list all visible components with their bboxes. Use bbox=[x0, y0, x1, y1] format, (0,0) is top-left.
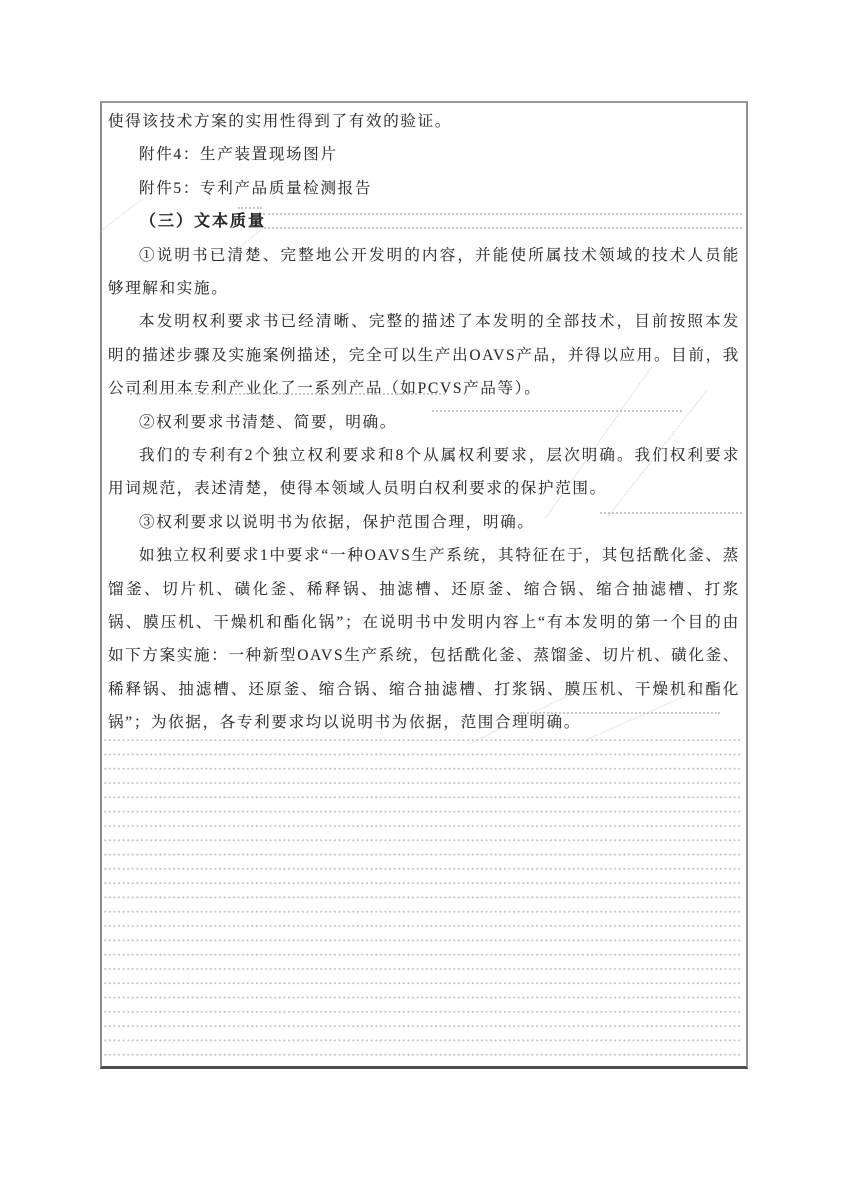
paragraph-independent-claim: 如独立权利要求1中要求“一种OAVS生产系统，其特征在于，其包括酰化釜、蒸馏釜、切片机、磺化釜、稀释锅、抽滤槽、还原釜、缩合锅、缩合抽滤槽、打浆锅、膜压机、干燥机和酯化锅”；在说明书中发明内容上“有本发明的第一个目的由如下方案实施：一种新型OAVS生产系统，包括酰化釜、蒸馏釜、切片机、磺化釜、稀释锅、抽滤槽、还原釜、缩合锅、缩合抽滤槽、打浆锅、膜压机、干燥机和酯化锅”；为依据，各专利要求均以说明书为依据，范围合理明确。 bbox=[108, 547, 740, 732]
dotted-rule bbox=[238, 207, 262, 209]
dotted-rule bbox=[264, 227, 742, 229]
paragraph-claims-structure: 我们的专利有2个独立权利要求和8个从属权利要求，层次明确。我们权利要求用词规范，表述清楚，使得本领域人员明白权利要求的保护范围。 bbox=[108, 447, 740, 498]
dotted-rule bbox=[520, 712, 720, 714]
paragraph-claims-clear: ②权利要求书清楚、简要，明确。 bbox=[139, 413, 398, 431]
ruled-blank-area bbox=[104, 739, 742, 1067]
paragraph-description-quality: ①说明书已清楚、完整地公开发明的内容，并能使所属技术领域的技术人员能够理解和实施。 bbox=[108, 246, 740, 298]
dotted-rule bbox=[263, 213, 742, 215]
dotted-rule bbox=[130, 393, 445, 395]
continuation-paragraph: 使得该技术方案的实用性得到了有效的验证。 bbox=[108, 113, 453, 130]
paragraph-claims-basis: ③权利要求以说明书为依据，保护范围合理，明确。 bbox=[139, 513, 535, 531]
section-heading-row bbox=[108, 205, 740, 238]
section-heading: （三）文本质量 bbox=[140, 213, 267, 231]
attachment-5-line: 附件5：专利产品质量检测报告 bbox=[139, 179, 373, 197]
paragraph-claims-description: 本发明权利要求书已经清晰、完整的描述了本发明的全部技术，目前按照本发明的描述步骤及实施案例描述，完全可以生产出OAVS产品，并得以应用。目前，我公司利用本专利产业化了一系列产品（如PCVS产品等）。 bbox=[108, 313, 740, 398]
attachment-4-line: 附件4：生产装置现场图片 bbox=[139, 146, 338, 164]
dotted-rule bbox=[432, 410, 682, 412]
dotted-rule bbox=[600, 512, 742, 514]
